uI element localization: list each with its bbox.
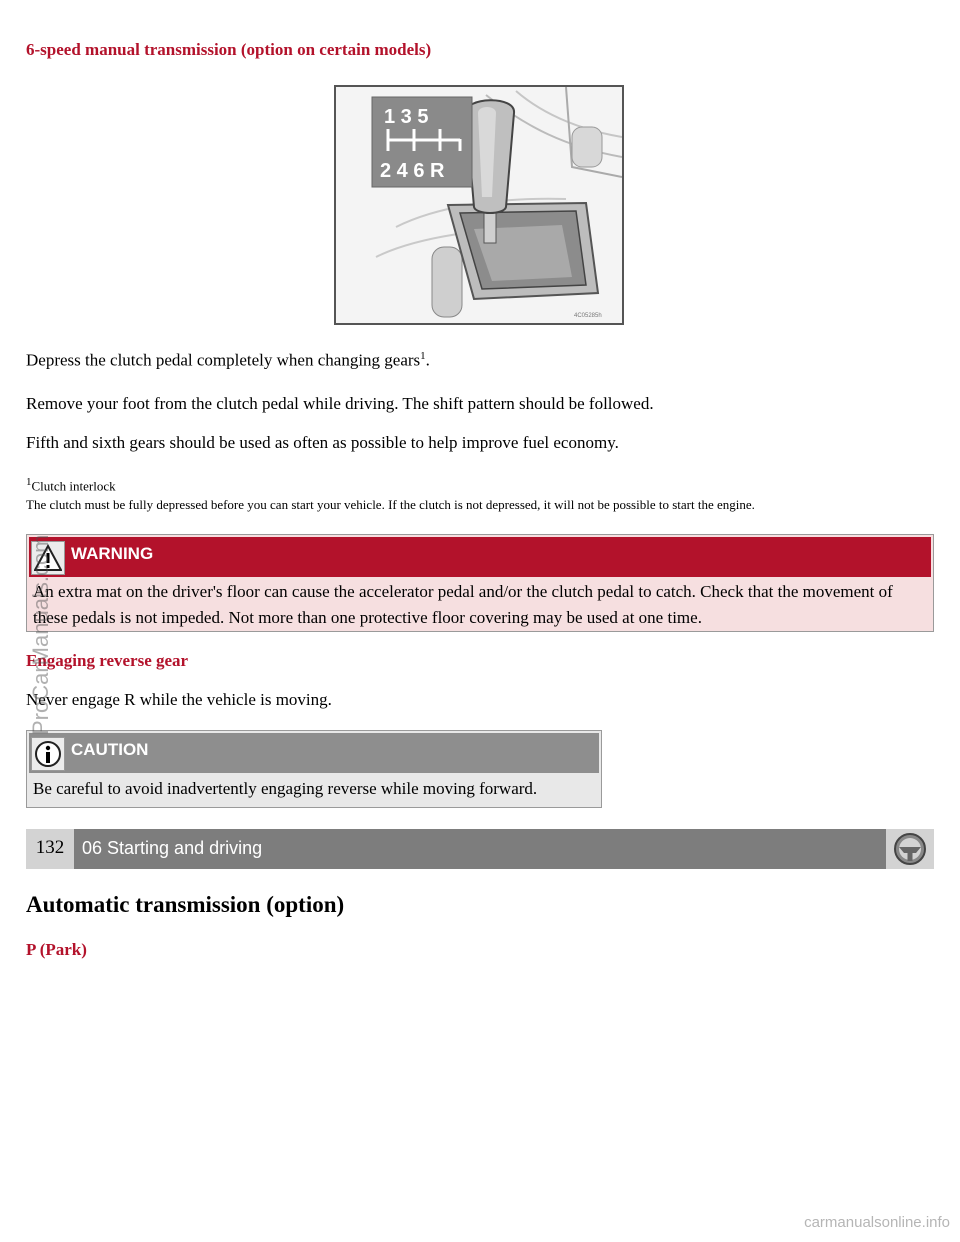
gear-pattern-top: 1 3 5 bbox=[384, 106, 429, 128]
gear-shift-drawing bbox=[336, 87, 622, 323]
info-icon bbox=[31, 737, 65, 771]
paragraph-economy: Fifth and sixth gears should be used as often as possible to help improve fuel economy. bbox=[26, 433, 619, 452]
paragraph-clutch: Depress the clutch pedal completely when changing gears$^1$. bbox=[26, 350, 430, 370]
caution-header bbox=[29, 733, 599, 773]
caution-text: Be careful to avoid inadvertently engaging reverse while moving forward. bbox=[33, 779, 538, 798]
chapter-footer bbox=[26, 829, 934, 869]
footnote-title: $^1$Clutch interlock bbox=[26, 476, 116, 494]
warning-text: An extra mat on the driver's floor can cause the accelerator pedal and/or the clutch pedal to catch. Check that the movement of these pedals is not impeded. Not more than one protective floor covering may be used at one time. bbox=[33, 582, 893, 627]
footnote-text: The clutch must be fully depressed before you can start your vehicle. If the clutch is not depressed, it will not be possible to start the engine. bbox=[26, 497, 755, 512]
gear-shift-illustration bbox=[334, 85, 624, 325]
park-title: P (Park) bbox=[26, 940, 87, 959]
page-number: 132 bbox=[26, 829, 74, 869]
reverse-gear-title: Engaging reverse gear bbox=[26, 651, 189, 670]
paragraph-foot: Remove your foot from the clutch pedal while driving. The shift pattern should be followed. bbox=[26, 394, 654, 413]
watermark-left: ProCarManuals.com bbox=[28, 534, 53, 735]
footnote-ref: 1 bbox=[420, 350, 426, 362]
reverse-gear-text: Never engage R while the vehicle is moving. bbox=[26, 690, 332, 709]
caution-label: CAUTION bbox=[71, 740, 149, 759]
chapter-title: 06 Starting and driving bbox=[82, 838, 263, 858]
caution-box bbox=[26, 730, 602, 808]
gear-pattern-bottom: 2 4 6 R bbox=[380, 160, 445, 182]
steering-wheel-icon bbox=[886, 829, 934, 869]
figure-code: 4C05285h bbox=[574, 313, 602, 319]
warning-label: WARNING bbox=[71, 544, 154, 563]
warning-header bbox=[29, 537, 931, 577]
section-title: 6-speed manual transmission (option on certain models) bbox=[26, 40, 432, 59]
watermark-bottom: carmanualsonline.info bbox=[804, 1214, 950, 1231]
warning-box bbox=[26, 534, 934, 632]
automatic-transmission-title: Automatic transmission (option) bbox=[26, 892, 345, 917]
